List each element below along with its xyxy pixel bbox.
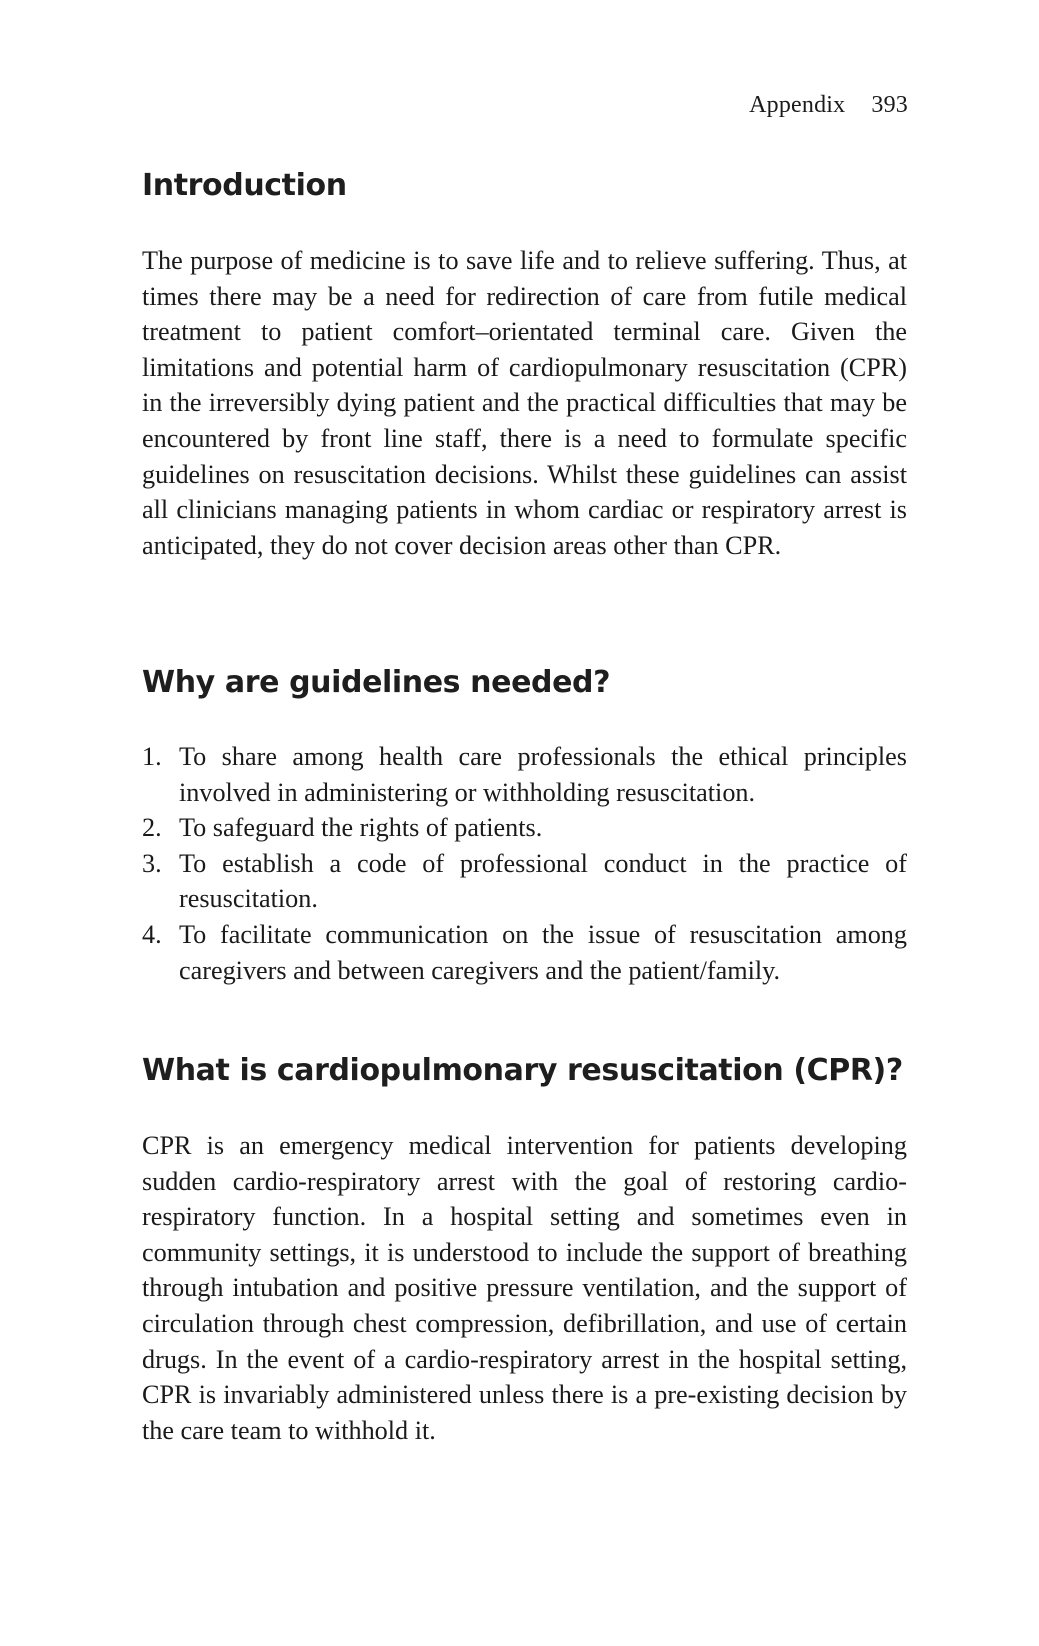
list-item-text: To establish a code of professional conduct in the practice of resuscitation. xyxy=(179,848,907,914)
list-item xyxy=(142,917,907,988)
running-head-section: Appendix xyxy=(749,92,846,118)
running-head xyxy=(749,92,908,119)
page-number: 393 xyxy=(871,92,908,118)
list-item xyxy=(142,810,907,846)
cpr-definition-paragraph: CPR is an emergency medical intervention for patients developing sudden cardio-respiratory arrest with the goal of restoring cardio-respiratory function. In a hospital setting and sometimes even in community settings, it is understood to include the support of breathing through intubation and positive pressure ventilation, and the support of circulation through chest compression, defibrillation, and use of certain drugs. In the event of a cardio-respiratory arrest in the hospital setting, CPR is invariably administered unless there is a pre-existing decision by the care team to withhold it. xyxy=(142,1131,907,1445)
list-item-text: To share among health care professionals the ethical principles involved in administering or withholding resuscitation. xyxy=(179,742,907,807)
section-heading-introduction: Introduction xyxy=(142,168,347,203)
guidelines-reasons-list xyxy=(142,739,907,988)
list-item-number: 1. xyxy=(142,742,162,771)
list-item-text: To facilitate communication on the issue of resuscitation among caregivers and between caregivers and the patient/family. xyxy=(179,919,907,985)
list-item-number: 3. xyxy=(142,848,162,878)
introduction-paragraph: The purpose of medicine is to save life and to relieve suffering. Thus, at times there may be a need for redirection of care from futile medical treatment to patient comfort–orientated terminal care. Given the limitations and potential harm of cardiopulmonary resuscitation (CPR) in the irreversibly dying patient and the practical difficulties that may be encountered by front line staff, there is a need to formulate specific guidelines on resuscitation decisions. Whilst these guidelines can assist all clinicians managing patients in whom cardiac or respiratory arrest is anticipated, they do not cover decision areas other than CPR. xyxy=(142,246,907,560)
list-item xyxy=(142,739,907,810)
list-item-number: 2. xyxy=(142,813,162,843)
list-item-text: To safeguard the rights of patients. xyxy=(179,813,543,843)
list-item xyxy=(142,846,907,917)
section-heading-what-is-cpr: What is cardiopulmonary resuscitation (CPR)? xyxy=(142,1053,903,1088)
section-heading-why-guidelines: Why are guidelines needed? xyxy=(142,665,611,700)
list-item-number: 4. xyxy=(142,919,162,949)
